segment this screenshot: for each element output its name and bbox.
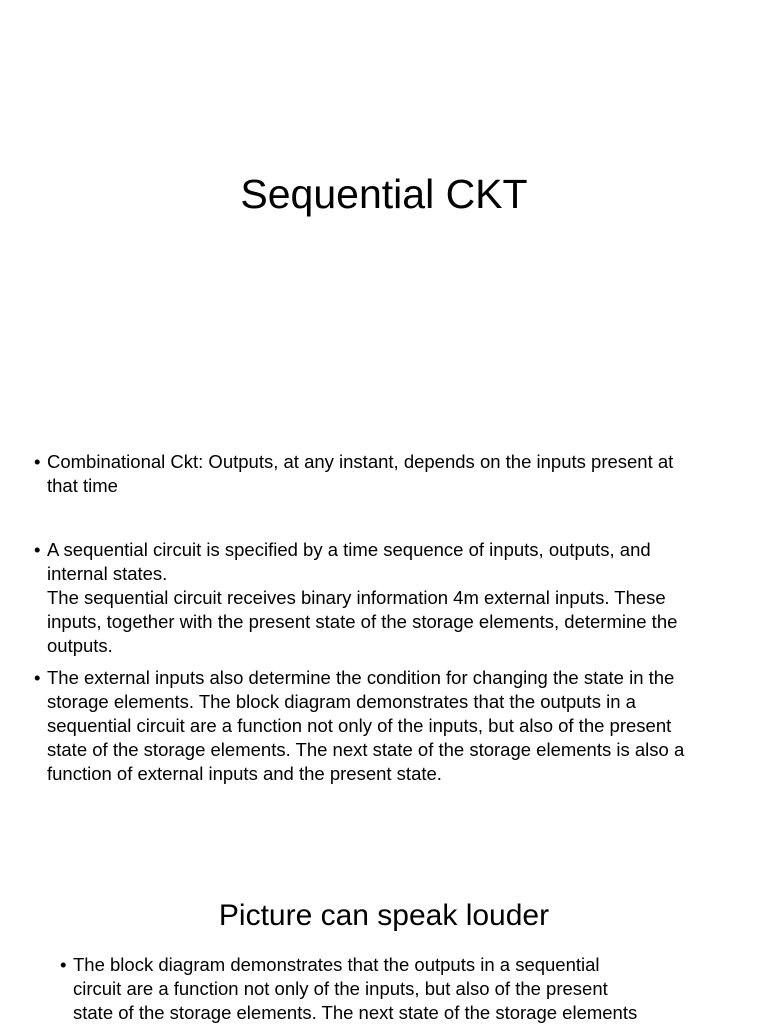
section-title: Picture can speak louder xyxy=(218,899,550,932)
bullet-combinational-ckt xyxy=(34,450,762,498)
bullet-line: state of the storage elements. The next state of the storage elements is also a xyxy=(47,739,685,760)
bullet-line: • A sequential circuit is specified by a time sequence of inputs, outputs, and xyxy=(47,539,651,560)
bullet-line: state of the storage elements. The next state of the storage elements xyxy=(73,1002,638,1023)
bullet-sequential-circuit xyxy=(34,538,762,658)
bullet-line: • The external inputs also determine the condition for changing the state in the xyxy=(47,667,675,688)
bullet-line: sequential circuit are a function not only of the inputs, but also of the present xyxy=(47,715,672,736)
bullet-line: storage elements. The block diagram demonstrates that the outputs in a xyxy=(47,691,636,712)
bullet-line: outputs. xyxy=(47,635,113,656)
bullet-line: function of external inputs and the present state. xyxy=(47,763,442,784)
bullet-line: circuit are a function not only of the inputs, but also of the present xyxy=(73,978,608,999)
bullet-line: that time xyxy=(47,475,118,496)
bullet-line: • The block diagram demonstrates that the outputs in a sequential xyxy=(73,954,600,975)
bullet-line: • Combinational Ckt: Outputs, at any instant, depends on the inputs present at xyxy=(47,451,674,472)
bullet-line: inputs, together with the present state of the storage elements, determine the xyxy=(47,611,678,632)
bullet-external-inputs xyxy=(34,666,762,786)
slide-title: Sequential CKT xyxy=(240,171,528,217)
bullet-line: internal states. xyxy=(47,563,168,584)
bullet-line: The sequential circuit receives binary information 4m external inputs. These xyxy=(47,587,666,608)
bullet-block-diagram xyxy=(60,953,762,1025)
